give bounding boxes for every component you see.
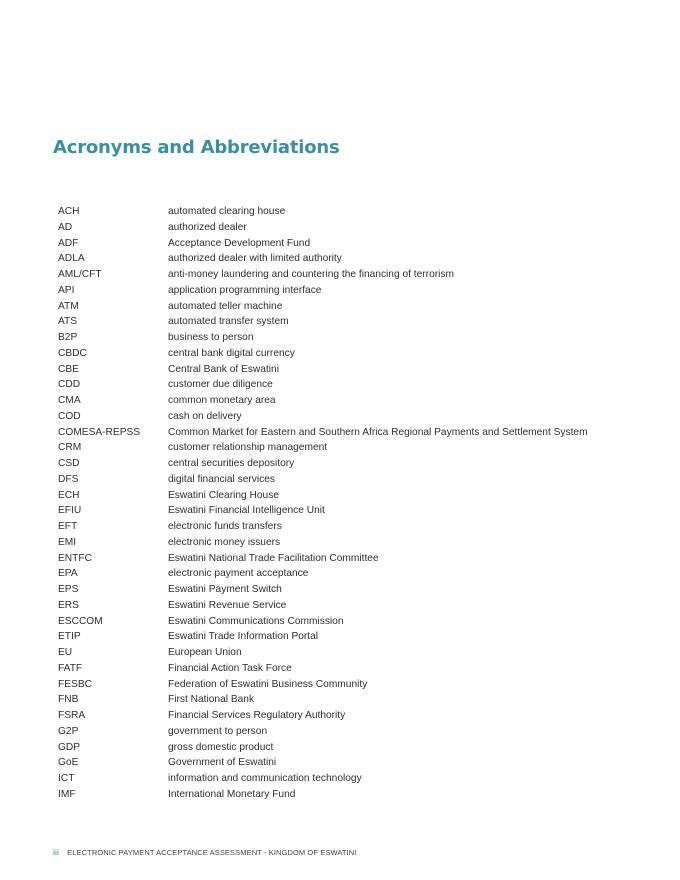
acronym-term: CMA <box>58 395 81 406</box>
acronym-term: COMESA-REPSS <box>58 426 141 438</box>
acronym-definition: Eswatini Clearing House <box>168 489 279 501</box>
acronym-term: IMF <box>58 788 76 800</box>
acronym-definition: customer due diligence <box>168 379 273 391</box>
acronym-definition: central bank digital currency <box>168 347 295 359</box>
acronym-term: CDD <box>58 379 81 391</box>
acronym-term: ETIP <box>58 631 81 643</box>
page-number: iii <box>53 847 59 857</box>
acronym-definition: Eswatini Financial Intelligence Unit <box>168 505 325 517</box>
acronym-definition: Eswatini National Trade Facilitation Committee <box>168 552 379 564</box>
acronym-row <box>58 614 658 630</box>
acronym-term: EPA <box>58 568 78 580</box>
acronym-row <box>58 755 658 771</box>
acronym-term: ERS <box>58 599 79 611</box>
acronym-term: ACH <box>58 206 80 217</box>
acronym-term: DFS <box>58 473 79 485</box>
acronym-term: ADF <box>58 237 79 249</box>
acronym-row <box>58 236 658 252</box>
acronym-row <box>58 456 658 472</box>
acronym-definition: common monetary area <box>168 395 276 406</box>
acronym-term: CSD <box>58 458 80 469</box>
acronym-definition: central securities depository <box>168 458 295 469</box>
acronym-term: FSRA <box>58 710 86 721</box>
acronym-row <box>58 551 658 567</box>
acronym-row <box>58 283 658 299</box>
acronym-row <box>58 519 658 535</box>
acronym-row <box>58 503 658 519</box>
acronym-term: ADLA <box>58 253 85 265</box>
acronym-term: EMI <box>58 536 77 548</box>
acronym-definition: International Monetary Fund <box>168 788 296 800</box>
acronym-definition: electronic money issuers <box>168 536 281 548</box>
acronym-row <box>58 724 658 740</box>
acronym-definition: authorized dealer <box>168 221 247 233</box>
acronym-row <box>58 299 658 315</box>
acronym-definition: Central Bank of Eswatini <box>168 363 279 375</box>
acronym-table <box>58 204 658 803</box>
acronym-row <box>58 204 658 220</box>
acronym-term: AML/CFT <box>58 269 102 280</box>
acronym-term: GDP <box>58 741 81 753</box>
acronym-definition: digital financial services <box>168 473 276 485</box>
acronym-definition: electronic payment acceptance <box>168 568 309 580</box>
acronym-term: AD <box>58 221 73 233</box>
acronym-term: CBDC <box>58 347 87 359</box>
acronym-definition: business to person <box>168 332 254 343</box>
acronym-row <box>58 377 658 393</box>
acronym-definition: Financial Services Regulatory Authority <box>168 710 346 721</box>
acronym-term: G2P <box>58 725 79 737</box>
acronym-row <box>58 346 658 362</box>
acronym-row <box>58 425 658 441</box>
acronym-row <box>58 677 658 693</box>
acronym-row <box>58 330 658 346</box>
acronym-definition: government to person <box>168 725 268 737</box>
acronym-term: FATF <box>58 662 83 674</box>
acronym-row <box>58 787 658 803</box>
acronym-definition: customer relationship management <box>168 442 328 454</box>
acronym-term: ATS <box>58 316 78 328</box>
footer-title: ELECTRONIC PAYMENT ACCEPTANCE ASSESSMENT - KINGDOM OF ESWATINI <box>67 848 357 857</box>
acronym-term: ICT <box>58 773 75 784</box>
acronym-row <box>58 314 658 330</box>
acronym-term: COD <box>58 410 81 422</box>
acronym-term: GoE <box>58 757 79 769</box>
acronym-term: API <box>58 284 75 296</box>
acronym-term: EU <box>58 647 73 658</box>
acronym-row <box>58 771 658 787</box>
acronym-row <box>58 362 658 378</box>
acronym-term: B2P <box>58 332 78 343</box>
acronym-term: FNB <box>58 694 79 706</box>
page-footer <box>53 847 356 857</box>
acronym-definition: Acceptance Development Fund <box>168 237 311 249</box>
acronym-definition: information and communication technology <box>168 773 362 784</box>
acronym-term: ESCCOM <box>58 615 103 627</box>
acronym-row <box>58 267 658 283</box>
acronym-row <box>58 472 658 488</box>
acronym-term: CRM <box>58 442 82 454</box>
acronym-definition: electronic funds transfers <box>168 521 282 532</box>
acronym-row <box>58 708 658 724</box>
acronym-row <box>58 692 658 708</box>
acronym-list <box>58 204 658 803</box>
acronym-row <box>58 393 658 409</box>
acronym-term: ECH <box>58 489 80 501</box>
acronym-definition: Government of Eswatini <box>168 757 277 769</box>
acronym-row <box>58 220 658 236</box>
acronym-row <box>58 488 658 504</box>
acronym-row <box>58 598 658 614</box>
acronym-row <box>58 566 658 582</box>
acronym-definition: Eswatini Revenue Service <box>168 599 287 611</box>
acronym-definition: Eswatini Trade Information Portal <box>168 631 319 643</box>
acronym-definition: First National Bank <box>168 694 255 706</box>
acronym-definition: automated transfer system <box>168 316 289 328</box>
acronym-definition: Federation of Eswatini Business Community <box>168 678 368 690</box>
acronym-definition: Financial Action Task Force <box>168 662 292 674</box>
acronym-definition: anti-money laundering and countering the financing of terrorism <box>168 269 454 280</box>
acronym-term: FESBC <box>58 678 92 690</box>
acronym-row <box>58 535 658 551</box>
acronym-definition: gross domestic product <box>168 741 274 753</box>
acronym-term: ATM <box>58 300 79 312</box>
acronym-definition: automated clearing house <box>168 206 286 217</box>
acronym-term: EFIU <box>58 505 82 517</box>
acronym-row <box>58 582 658 598</box>
acronym-term: ENTFC <box>58 552 92 564</box>
acronym-definition: automated teller machine <box>168 300 283 312</box>
acronym-definition: Eswatini Payment Switch <box>168 584 282 595</box>
acronym-row <box>58 251 658 267</box>
acronym-definition: application programming interface <box>168 284 322 296</box>
acronym-term: EFT <box>58 521 78 532</box>
page-title: Acronyms and Abbreviations <box>53 137 340 158</box>
acronym-row <box>58 409 658 425</box>
acronym-definition: cash on delivery <box>168 410 242 422</box>
acronym-row <box>58 740 658 756</box>
acronym-row <box>58 645 658 661</box>
acronym-definition: European Union <box>168 647 242 658</box>
acronym-row <box>58 661 658 677</box>
acronym-definition: authorized dealer with limited authority <box>168 253 342 265</box>
acronym-definition: Eswatini Communications Commission <box>168 615 344 627</box>
acronym-row <box>58 629 658 645</box>
acronym-term: EPS <box>58 584 79 595</box>
acronym-term: CBE <box>58 363 79 375</box>
acronym-row <box>58 440 658 456</box>
acronym-definition: Common Market for Eastern and Southern Africa Regional Payments and Settlement System <box>168 426 588 438</box>
